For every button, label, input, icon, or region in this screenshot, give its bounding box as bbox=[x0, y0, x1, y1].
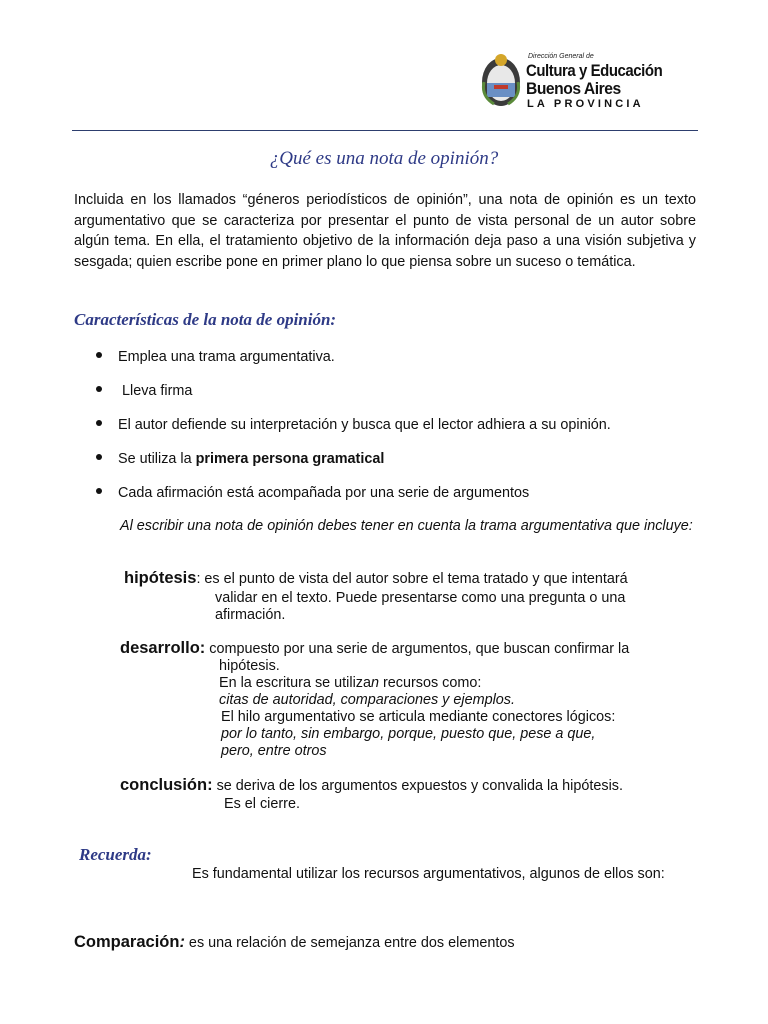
header-divider bbox=[72, 130, 698, 131]
list-item: Se utiliza la primera persona gramatical bbox=[96, 451, 384, 467]
desarrollo-term: desarrollo: bbox=[120, 639, 206, 657]
desarrollo-line-7: pero, entre otros bbox=[221, 743, 327, 759]
hipotesis-line-1: hipótesis: es el punto de vista del autor sobre el tema tratado y que intentará bbox=[124, 569, 628, 587]
logo-line-2: Buenos Aires bbox=[526, 79, 621, 98]
desarrollo-line-3: En la escritura se utilizan recursos como: bbox=[219, 675, 482, 691]
bullet-icon bbox=[96, 488, 102, 494]
logo-line-3: LA PROVINCIA bbox=[527, 98, 644, 110]
conclusion-line-1: conclusión: se deriva de los argumentos expuestos y convalida la hipótesis. bbox=[120, 776, 623, 794]
hipotesis-line-3: afirmación. bbox=[215, 607, 286, 623]
list-item: Cada afirmación está acompañada por una serie de argumentos bbox=[96, 485, 529, 501]
recuerda-heading: Recuerda: bbox=[79, 845, 152, 864]
desarrollo-line-1: desarrollo: compuesto por una serie de argumentos, que buscan confirmar la bbox=[120, 639, 630, 657]
intro-paragraph: Incluida en los llamados “géneros periodísticos de opinión”, una nota de opinión es un texto argumentativo que se caracteriza por presentar el punto de vista personal de un autor sobre algún tema. En ella, el tratamiento objetivo de la información deja paso a una visión subjetiva y sesgada; quien escribe pone en primer plano lo que piensa sobre un suceso o temática. bbox=[74, 192, 696, 270]
list-item: Emplea una trama argumentativa. bbox=[96, 349, 335, 365]
argumentative-note: Al escribir una nota de opinión debes tener en cuenta la trama argumentativa que incluye: bbox=[120, 518, 693, 534]
list-item: El autor defiende su interpretación y busca que el lector adhiera a su opinión. bbox=[96, 417, 611, 433]
logo-line-1: Cultura y Educación bbox=[526, 61, 663, 80]
hipotesis-line-2: validar en el texto. Puede presentarse como una pregunta o una bbox=[215, 590, 626, 606]
conclusion-term: conclusión: bbox=[120, 776, 213, 794]
bullet-icon bbox=[96, 420, 102, 426]
recuerda-text: Es fundamental utilizar los recursos argumentativos, algunos de ellos son: bbox=[192, 866, 665, 882]
comparacion-line: Comparación: es una relación de semejanza entre dos elementos bbox=[74, 933, 515, 951]
bullet-icon bbox=[96, 386, 102, 392]
header-logo bbox=[480, 50, 680, 112]
comparacion-term: Comparación bbox=[74, 933, 180, 951]
desarrollo-line-5: El hilo argumentativo se articula mediante conectores lógicos: bbox=[221, 709, 616, 725]
bullet-icon bbox=[96, 454, 102, 460]
coat-of-arms-icon bbox=[480, 52, 522, 108]
desarrollo-line-2: hipótesis. bbox=[219, 658, 280, 674]
desarrollo-line-4: citas de autoridad, comparaciones y ejemplos. bbox=[219, 692, 515, 708]
section-heading: Características de la nota de opinión: bbox=[74, 310, 337, 329]
bullet-icon bbox=[96, 352, 102, 358]
logo-small-text: Dirección General de bbox=[528, 53, 594, 60]
page-title: ¿Qué es una nota de opinión? bbox=[269, 148, 499, 169]
list-item: Lleva firma bbox=[96, 383, 192, 399]
desarrollo-line-6: por lo tanto, sin embargo, porque, puesto que, pese a que, bbox=[221, 726, 596, 742]
hipotesis-term: hipótesis bbox=[124, 569, 197, 587]
conclusion-line-2: Es el cierre. bbox=[224, 796, 300, 812]
